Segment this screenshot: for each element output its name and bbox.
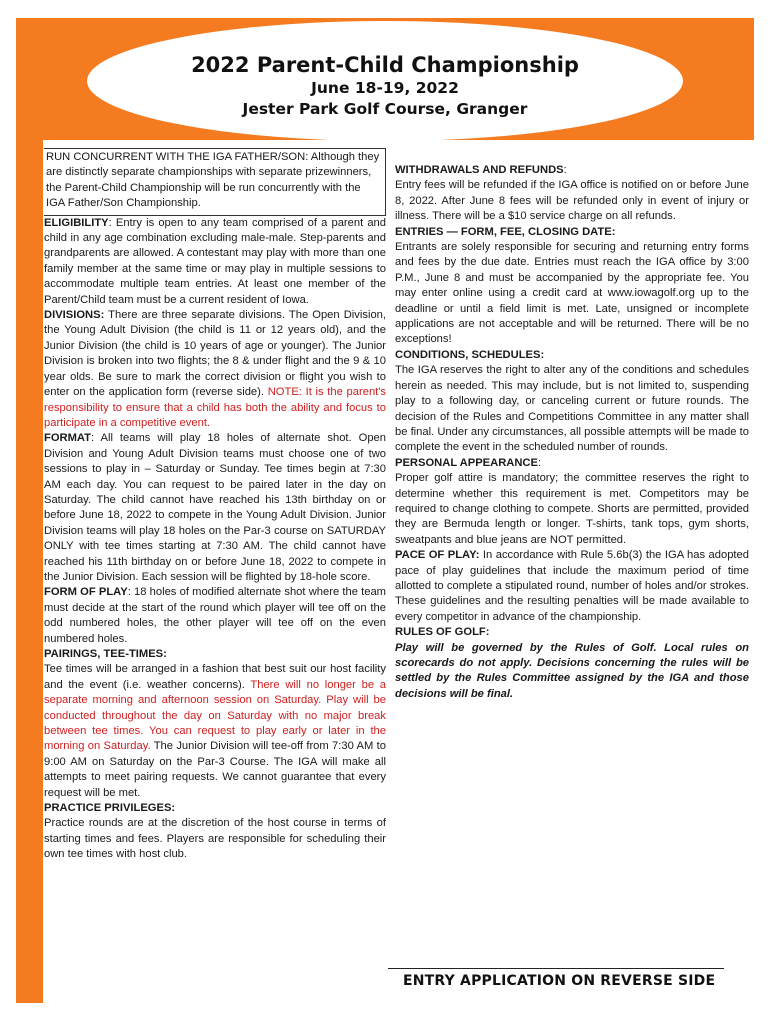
pairings-heading: PAIRINGS, TEE-TIMES:	[44, 648, 167, 660]
withdrawals-body: Entry fees will be refunded if the IGA office is notified on or before June 8, 2022. After June 8 fees will be refunded only in event of injury or illness. There will be a $10 service charge on all refunds.	[395, 179, 749, 223]
rules-body: Play will be governed by the Rules of Golf. Local rules on scorecards do not apply. Decisions concerning the rules will be settled by the Rules Committee assigned by the IGA and those decisions will be final.	[395, 641, 749, 700]
practice-heading: PRACTICE PRIVILEGES:	[44, 802, 176, 815]
pairings-red-notice: There will no longer be a separate morning and afternoon session on Saturday. Play will be conducted throughout the day on Saturday with no major break between tee times. You can request to play early or later in the morning on Saturday.	[44, 678, 386, 753]
format-heading: FORMAT	[44, 432, 92, 445]
orange-left-band	[16, 18, 43, 1003]
entries-heading: ENTRIES — FORM, FEE, CLOSING DATE:	[395, 225, 616, 238]
form-of-play-heading: FORM OF PLAY	[44, 586, 128, 599]
title-block	[87, 52, 683, 120]
pace-section	[395, 548, 749, 625]
practice-body: Practice rounds are at the discretion of the host course in terms of starting times and fees. Players are responsible for scheduling their own tee times with host club.	[44, 817, 386, 861]
footer-divider	[388, 968, 724, 969]
pairings-section	[44, 647, 386, 801]
appearance-body: Proper golf attire is mandatory; the committee reserves the right to determine whether this requirement is met. Competitors may be required to change clothing to compete. Shorts are permitted, provided they are Bermuda length or longer. T-shirts, tank tops, gym shorts, sweatpants and blue jeans are NOT permitted.	[395, 472, 749, 546]
divisions-heading: DIVISIONS:	[44, 309, 105, 322]
form-of-play-body: : 18 holes of modified alternate shot where the team must decide at the start of the round which player will tee off on the odd numbered holes, the other player will tee off on the even numbered holes.	[44, 586, 386, 645]
format-body: : All teams will play 18 holes of alternate shot. Open Division and Young Adult Division teams must choose one of two sessions to play in – Saturday or Sunday. Tee times begin at 7:30 AM each day. You can request to be paired later in the day on Saturday. The child cannot have reached his 13th birthday on or before June 18, 2022 to compete in the Young Adult Division. Junior Division teams will play 18 holes on the Par-3 course on SATURDAY ONLY with tee times starting at 7:30 AM. The child cannot have reached his 11th birthday on or before June 18, 2022 to compete in the Junior Division. Each session will be flighted by 18-hole score.	[44, 432, 386, 583]
conditions-body: The IGA reserves the right to alter any of the conditions and schedules herein as needed. This may include, but is not limited to, suspending play to a following day, or canceling current or future rounds. The decision of the Rules and Competitions Committee in any matter shall be final. Under any circumstances, all possible attempts will be made to complete the event in the scheduled number of rounds.	[395, 364, 749, 454]
divisions-section	[44, 308, 386, 431]
page-title: 2022 Parent-Child Championship	[191, 53, 579, 77]
footer-note: ENTRY APPLICATION ON REVERSE SIDE	[403, 973, 716, 989]
divisions-note: NOTE: It is the parent's responsibility to ensure that a child has both the ability and focus to participate in a competitive event.	[44, 386, 387, 429]
eligibility-body: : Entry is open to any team comprised of a parent and child in any age combination excluding male-male. Step-parents and grandparents are allowed. A contestant may play with more than one family member at the same time or may play in multiple sessions to accommodate multiple team entries. At least one member of the Parent/Child team must be a current resident of Iowa.	[44, 216, 386, 306]
entries-body: Entrants are solely responsible for securing and returning entry forms and fees by the due date. Entries must reach the IGA office by 3:00 P.M., June 8 and must be accompanied by the appropriate fee. You may enter online using a credit card at www.iowagolf.org up to the deadline or until a field limit is met. Late, unsigned or incomplete applications are not acceptable and will be returned. There will be no exceptions!	[395, 241, 749, 346]
appearance-heading: PERSONAL APPEARANCE	[395, 456, 538, 469]
conditions-heading: CONDITIONS, SCHEDULES:	[395, 348, 545, 361]
eligibility-section	[44, 216, 386, 308]
event-dates: June 18-19, 2022	[311, 79, 459, 97]
format-section	[44, 431, 386, 585]
withdrawals-heading: WITHDRAWALS AND REFUNDS	[395, 164, 564, 176]
rules-heading: RULES OF GOLF:	[395, 626, 490, 639]
withdrawals-section: WITHDRAWALS AND REFUNDS: Entry fees will be refunded if the IGA office is notified on or before June 8, 2022. After June 8 fees will be refunded only in event of injury or illness. There will be a $10 service charge on all refunds.	[395, 164, 749, 223]
appearance-section: PERSONAL APPEARANCE: Proper golf attire is mandatory; the committee reserves the right to determine whether this requirement is met. Competitors may be required to change clothing to compete. Shorts are permitted, provided they are Bermuda length or longer. T-shirts, tank tops, gym shorts, sweatpants and blue jeans are NOT permitted.	[395, 456, 749, 546]
form-of-play-section	[44, 585, 386, 647]
practice-section	[44, 801, 386, 863]
pairings-body-1: Tee times will be arranged in a fashion that best suit our host facility and the event (i.e. weather concerns).	[44, 663, 386, 691]
conditions-section	[395, 348, 749, 456]
rules-section	[395, 625, 749, 702]
pace-heading: PACE OF PLAY:	[395, 549, 480, 562]
pairings-body-2: The Junior Division will tee-off from 7:30 AM to 9:00 AM on Saturday on the Par-3 Course. The IGA will make all attempts to meet pairing requests. We cannot guarantee that every request will be met.	[44, 740, 386, 799]
pace-body: In accordance with Rule 5.6b(3) the IGA has adopted pace of play guidelines that include the maximum period of time allotted to complete a stipulated round, number of holes and/or strokes. These guidelines and the resulting penalties will be made available to every competitor in advance of the championship.	[395, 549, 749, 623]
concurrent-notice: RUN CONCURRENT WITH THE IGA FATHER/SON: Although they are distinctly separate championships with separate prizewinners, the Parent-Child Championship will be run concurrently with the IGA Father/Son Championship.	[44, 148, 386, 216]
divisions-body: There are three separate divisions. The Open Division, the Young Adult Division (the child is 11 or 12 years old), and the Junior Division (the child is 10 years of age or younger). The Junior Division is broken into two flights; the 8 & under flight and the 9 & 10 year olds. Be sure to mark the correct division or flight you wish to enter on the application form (reverse side).	[44, 309, 386, 399]
eligibility-heading: ELIGIBILITY	[44, 216, 109, 229]
right-column	[395, 163, 749, 702]
entries-section	[395, 225, 749, 348]
left-column	[44, 148, 386, 863]
event-venue: Jester Park Golf Course, Granger	[242, 100, 528, 118]
